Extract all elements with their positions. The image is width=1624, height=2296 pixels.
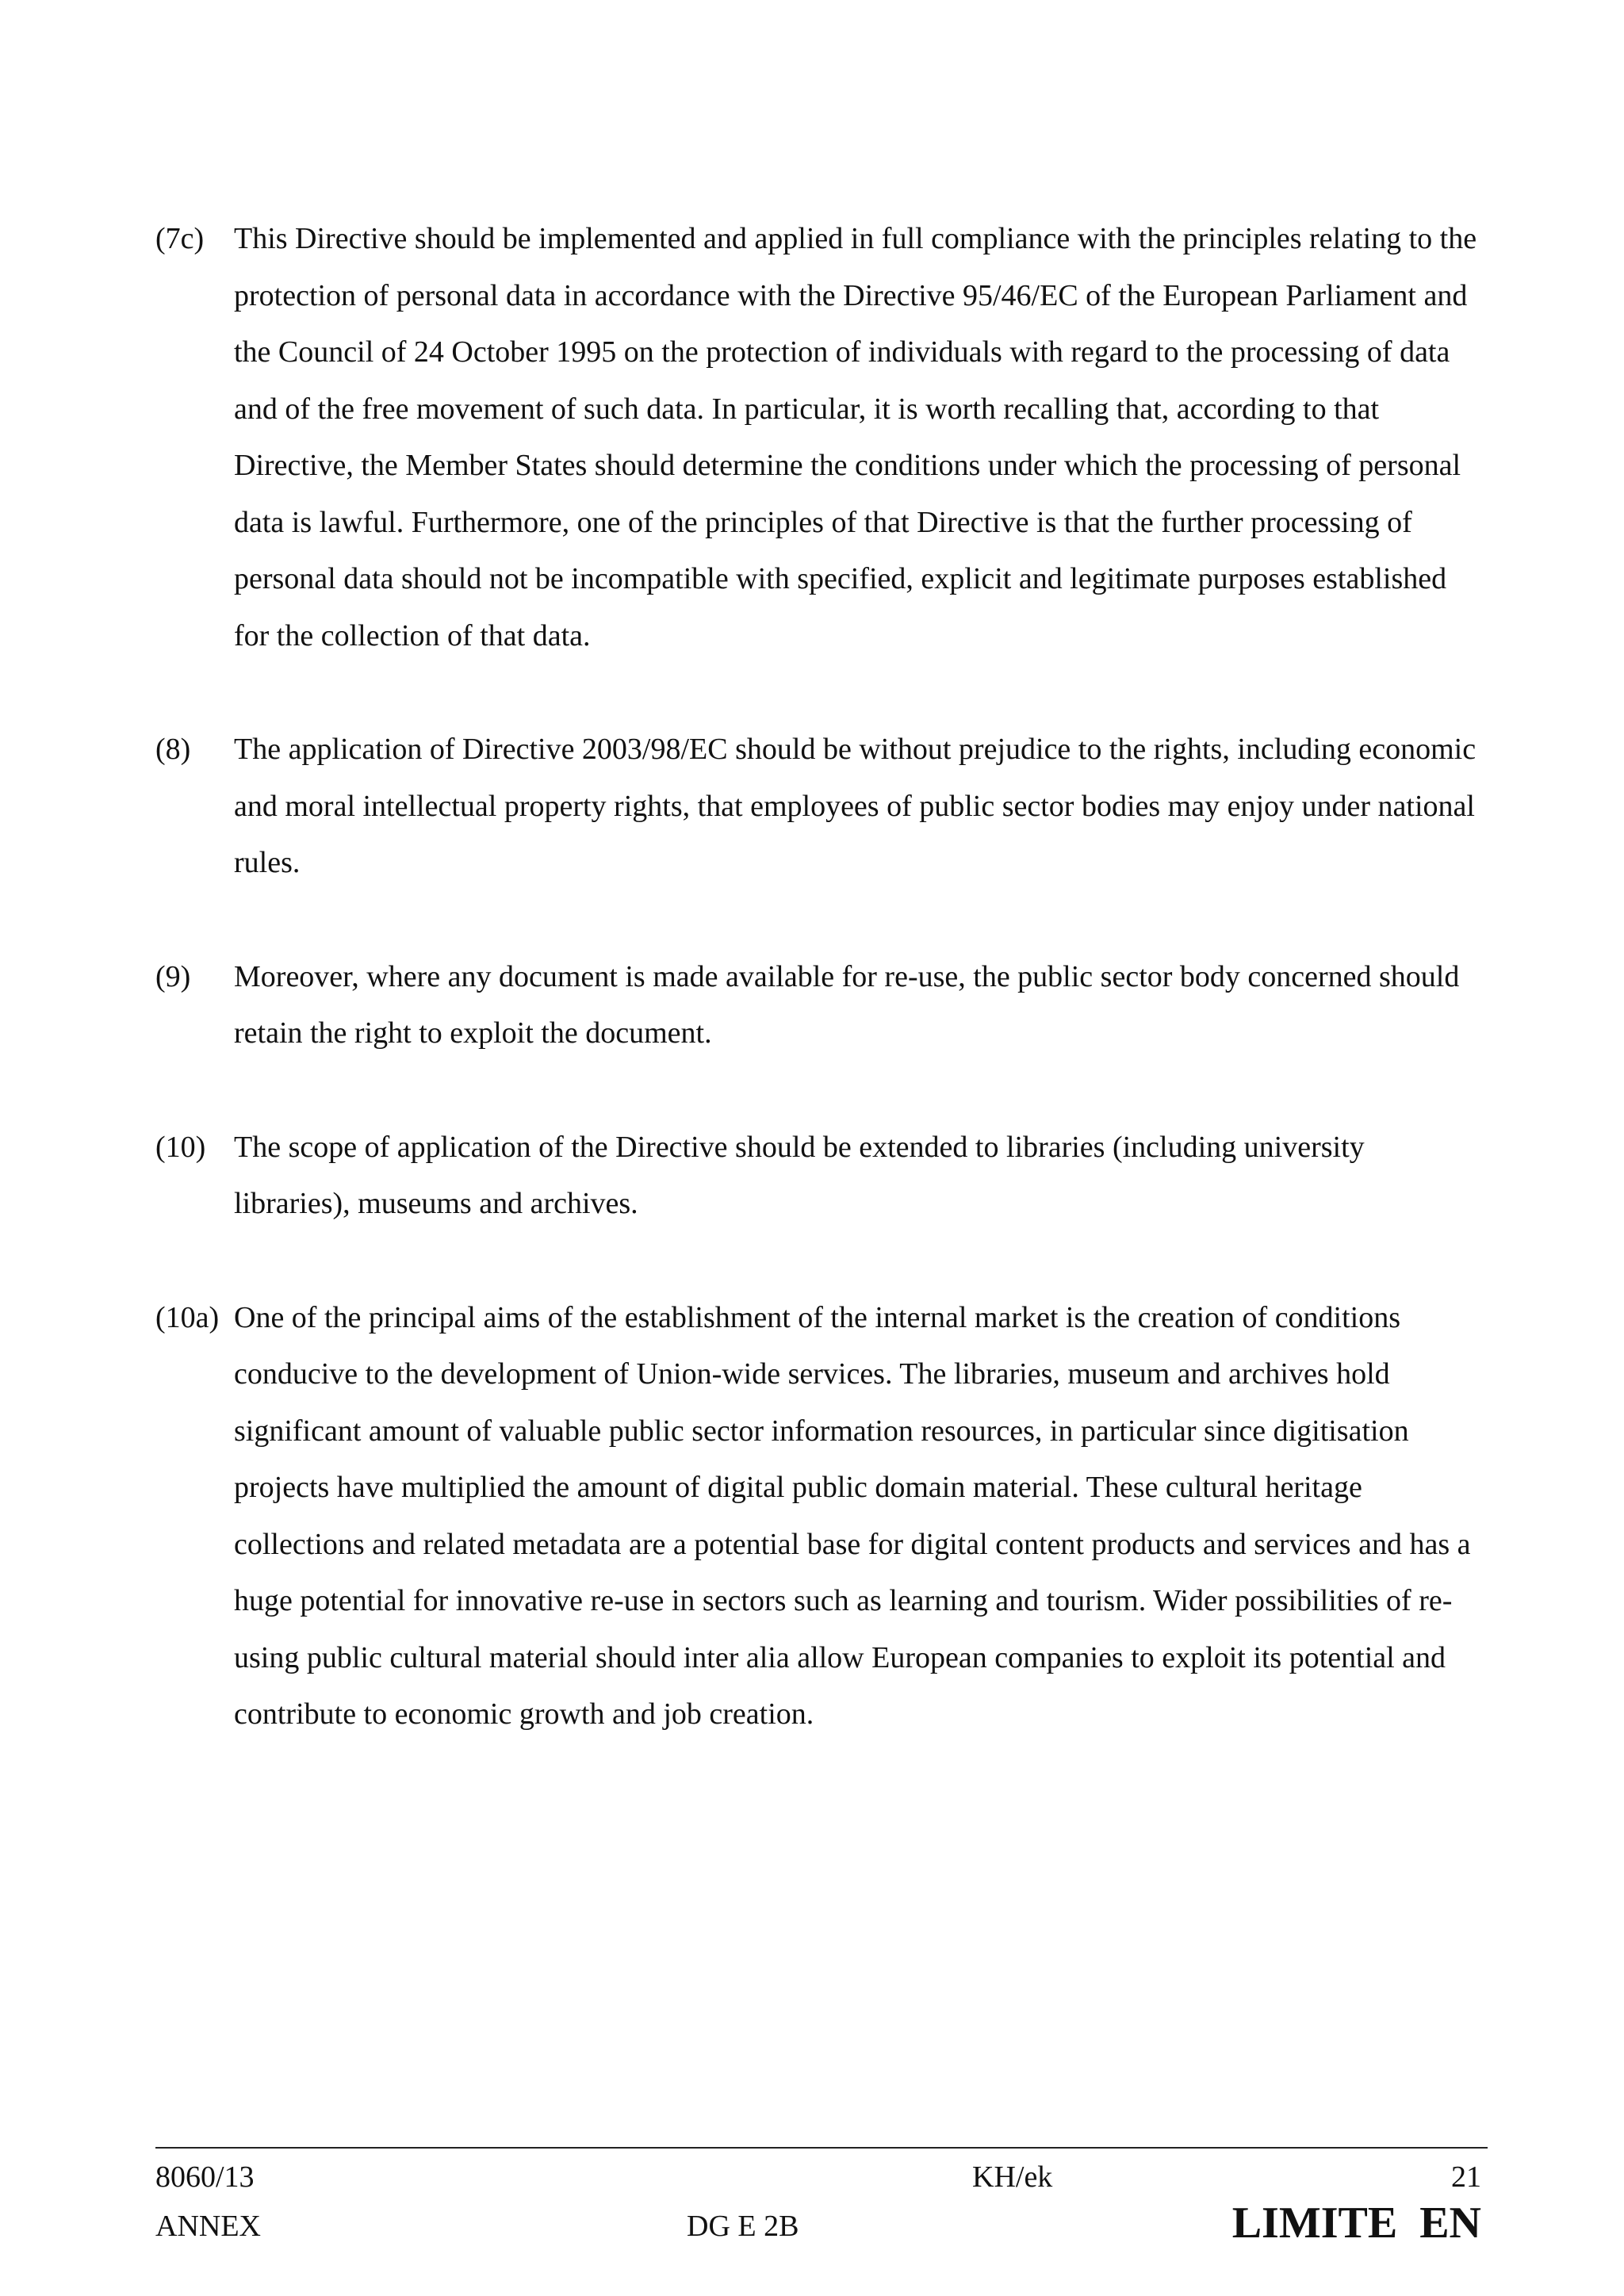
classification-marking: LIMITE EN: [1231, 2198, 1481, 2248]
author-initials: KH/ek: [972, 2160, 1053, 2194]
recital-number: (10a): [155, 1300, 220, 1334]
recital-number: (8): [155, 733, 191, 766]
recital-number: (9): [155, 959, 191, 993]
recital-text: The application of Directive 2003/98/EC should be without prejudice to the rights, including economic and moral intellectual property rights, that employees of public sector bodies may enjoy under national rules.: [234, 733, 1477, 879]
page-footer: [155, 2147, 1488, 2248]
document-reference: 8060/13: [155, 2160, 255, 2194]
recitals-list: [155, 211, 1488, 1800]
recital-10a: [155, 1290, 1488, 1743]
recital-7c: [155, 211, 1488, 664]
recital-number: (7c): [155, 222, 205, 255]
recital-text: One of the principal aims of the establishment of the internal market is the creation of conditions conducive to the development of Union-wide services. The libraries, museum and archives hold significant amount of valuable public sector information resources, in particular since digitisation projects have multiplied the amount of digital public domain material. These cultural heritage collections and related metadata are a potential base for digital content products and services and has a huge potential for innovative re-use in sectors such as learning and tourism. Wider possibilities of re-using public cultural material should inter alia allow European companies to exploit its potential and contribute to economic growth and job creation.: [234, 1300, 1471, 1731]
recital-9: [155, 949, 1488, 1062]
recital-number: (10): [155, 1130, 206, 1164]
page-number: 21: [1451, 2160, 1481, 2194]
recital-8: [155, 721, 1488, 892]
annex-label: ANNEX: [155, 2210, 261, 2243]
directorate-general: DG E 2B: [687, 2210, 799, 2243]
recital-10: [155, 1119, 1488, 1233]
recital-text: The scope of application of the Directive should be extended to libraries (including university libraries), museums and archives.: [234, 1130, 1365, 1220]
recital-text: Moreover, where any document is made available for re-use, the public sector body concerned should retain the right to exploit the document.: [234, 959, 1460, 1050]
recital-text: This Directive should be implemented and applied in full compliance with the principles relating to the protection of personal data in accordance with the Directive 95/46/EC of the European Parliament and the Council of 24 October 1995 on the protection of individuals with regard to the processing of data and of the free movement of such data. In particular, it is worth recalling that, according to that Directive, the Member States should determine the conditions under which the processing of personal data is lawful. Furthermore, one of the principles of that Directive is that the further processing of personal data should not be incompatible with specified, explicit and legitimate purposes established for the collection of that data.: [234, 222, 1477, 652]
